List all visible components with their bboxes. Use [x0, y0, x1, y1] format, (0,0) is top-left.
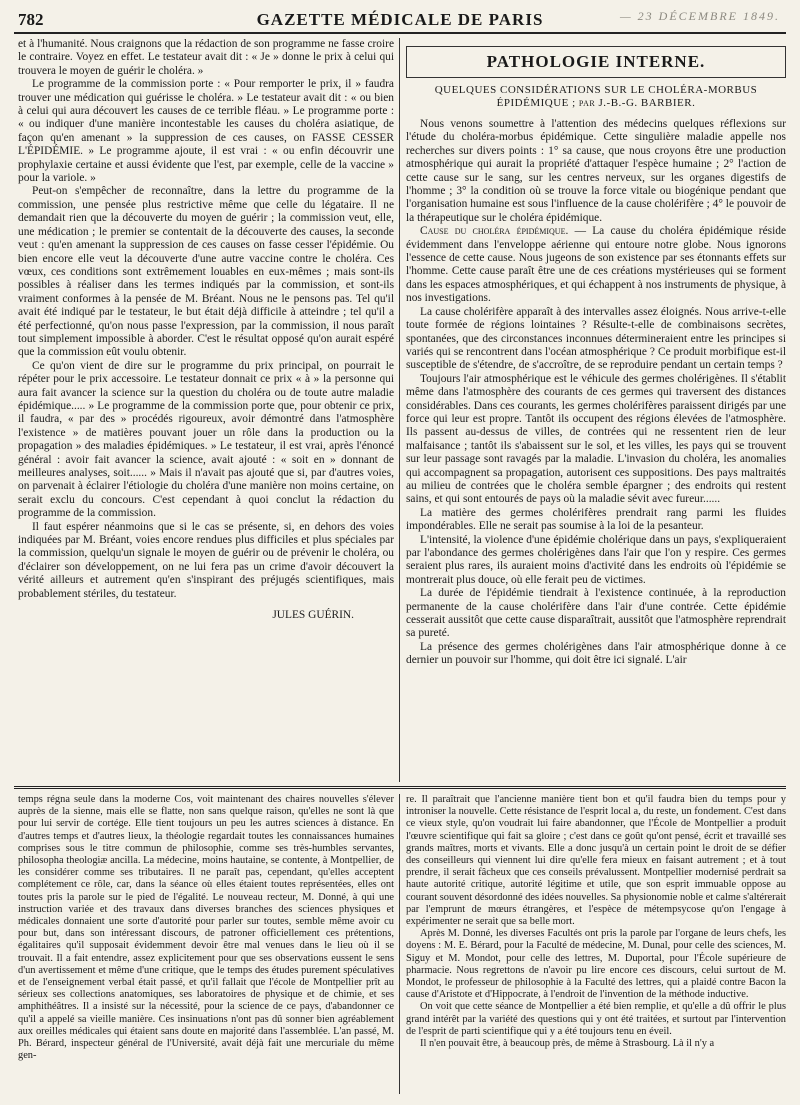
- left-paragraph-2: Le programme de la commission porte : « Pour remporter le prix, il » faudra trouver une médication qui guérisse le choléra. » Le testateur avait dit : « ou bien à celui qui aura découvert les causes de ce terrible fléau. » Le programme porte : « ou indiquer d'une manière incontestable les causes du choléra asiatique, de façon qu'en amenant » la suppression de ces causes, on FASSE CESSER L'ÉPIDÉMIE. » Le programme ajoute, il est vrai : « ou enfin découvrir une prophylaxie certaine et aussi évidente que l'est, par exemple, celle de la vaccine » pour la variole. »: [18, 78, 394, 185]
- feuilleton-right-paragraph-4: Il n'en pouvait être, à beaucoup près, de même à Strasbourg. Là il n'y a: [420, 1038, 715, 1050]
- author-signature: JULES GUÉRIN.: [272, 609, 354, 622]
- feuilleton-right-paragraph-3: On voit que cette séance de Montpellier a été bien remplie, et qu'elle a dû offrir le plus grand intérêt par la variété des questions qui y ont été traitées, et surtout par l'intervention de l'esprit de parti scientifique qui y a été toujours tenu en éveil.: [406, 1001, 786, 1037]
- right-column: [406, 38, 786, 782]
- feuilleton-column-divider: [399, 794, 400, 1094]
- article-intro: Nous venons soumettre à l'attention des médecins quelques réflexions sur l'étude du choléra-morbus épidémique. Cette singulière maladie appelle nos recherches sur divers points : 1° sa cause, que nous croyons être une production atmosphérique qui aurait la propriété d'attaquer l'espèce humaine ; 2° l'action de cette cause sur le sang, sur les centres nerveux, sur les organes digestifs de l'homme ; 3° la condition où se trouve la force vitale ou biogénique pendant que l'organisation humaine est sous l'influence de la cause cholérifère ; 4° le pouvoir de la thérapeutique sur le choléra épidémique.: [406, 118, 786, 224]
- left-paragraph-1: et à l'humanité. Nous craignons que la rédaction de son programme ne fasse croire le contraire. Voyez en effet. Le testateur avait dit : « Je » donne le prix à celui qui trouvera le moyen de guérir le choléra. »: [18, 38, 394, 77]
- header-date-faint: — 23 DÉCEMBRE 1849.: [620, 9, 780, 23]
- page-header: [14, 8, 786, 34]
- feuilleton-left-column: [18, 794, 394, 1094]
- right-paragraph-1: La cause cholérifère apparaît à des intervalles assez éloignés. Nous arrive-t-elle toute formée de régions lointaines ? Résulte-t-elle de combinaisons secrètes, spontanées, que des circonstances inconnues détermineraient entre les principes si variés qui se rencontrent dans l'océan atmosphérique ? Ce produit morbifique est-il susceptible de s'étendre, de s'accroître, de se reproduire pendant un certain temps ?: [406, 305, 786, 372]
- column-divider: [399, 38, 400, 782]
- left-column: [18, 38, 394, 782]
- left-paragraph-4: Ce qu'on vient de dire sur le programme du prix principal, on pourrait le répéter pour le prix accessoire. Le testateur donnait ce prix « à » la personne qui aura fait avancer la science sur la question du choléra ou de toute autre maladie épidémique..... » Le programme de la commission porte que, pour obtenir ce prix, il faudra, « par des » procédés rigoureux, avoir démontré dans l'atmosphère l'existence » de matières pouvant jouer un rôle dans la production ou la propagation » des maladies épidémiques. » Le testateur, il est vrai, après l'énoncé général : avoir fait avancer la science, avait ajouté : « soit en » donnant de meilleures analyses, soit...... » Mais il n'avait pas ajouté que si, par d'autres voies, on parvenait à éclairer l'étiologie du choléra d'une manière non moins certaine, on serait exclu du concours. C'est cependant à quoi conclut la rédaction du programme de la commission.: [18, 359, 394, 520]
- feuilleton-section: [14, 794, 786, 1094]
- left-paragraph-5: Il faut espérer néanmoins que si le cas se présente, si, en dehors des voies indiquées par M. Bréant, voies encore rendues plus difficiles et plus spéciales par la commission, quelqu'un signale le moyen de guérir ou de prévenir le choléra, ou d'éclairer son développement, on ne lui fera pas un crime d'avoir découvert la vérité ailleurs et autrement qu'en s'inspirant des préjugés scientifiques, mais probablement stériles, du testateur.: [18, 520, 394, 600]
- upper-section: [14, 38, 786, 782]
- article-title: QUELQUES CONSIDÉRATIONS SUR LE CHOLÉRA-MORBUS ÉPIDÉMIQUE ; par J.-B.-G. BARBIER.: [434, 84, 758, 109]
- feuilleton-left-text: temps régna seule dans la moderne Cos, voit maintenant des chaires nouvelles s'élever auprès de la sienne, mais elle se flatte, non sans quelque raison, qu'elles ne sont là que pour lui servir de cortége. Elle tient toujours un peu les autres sciences à distance. En d'autres temps et d'autres lieux, la théologie regardait toutes les connaissances humaines comprises sous le titre commun de philosophie, comme ses très-humbles servantes, philosopha theologiæ ancilla. La médecine, moins hautaine, se contente, à Montpellier, de les considérer comme ses tributaires. Il ne paraît pas, cependant, qu'elles acceptent complétement ce rôle, car, dans la séance où elles étaient toutes représentées, elles ont toutes pris la parole sur le pied de l'égalité. Le nouveau recteur, M. Donné, à qui une instruction variée et des travaux dans diverses branches des sciences physiques et médicales donnaient une sorte d'autorité pour parler sur toutes, semble même avoir cu pour but, dans son intéressant discours, de patroner officiellement ces prétentions, égalitaires qu'il supposait évidemment devoir être mal venues dans le lieu où il se trouvait. Il a fait entendre, assez explicitement pour que ses observations eussent le sens d'un avertissement et même d'une critique, que le temps des études purement spéculatives et de l'enseignement verbal était passé, et qu'il fallait que l'école de Montpellier prît au sérieux ses collections anatomiques, ses laboratoires de physique et de chimie, et ses amphithéâtres. Il a insisté sur la nécessité, pour la science de ce pays, d'abandonner ce qu'il a appelé sa vieille manière. Ces insinuations n'ont pas dû sonner bien agréablement aux oreilles médicales qui étaient sans doute en majorité dans l'assemblée. L'an passé, M. Ph. Bérard, inspecteur général de l'Université, avait déjà fait une mercuriale du même gen-: [18, 794, 394, 1062]
- right-paragraph-5: La durée de l'épidémie tiendrait à l'existence continuée, à la reproduction permanente de la cause cholérifère dans l'air d'une contrée. Cette épidémie cesserait aussitôt que cette cause disparaîtrait, aussitôt que l'atmosphère reprendrait sa pureté.: [406, 587, 786, 640]
- feuilleton-right-paragraph-1: re. Il paraîtrait que l'ancienne manière tient bon et qu'il faudra bien du temps pour y introniser la nouvelle. Cette résistance de l'esprit local a, du reste, un fondement. C'est dans ce vieux style, qu'on voudrait lui faire abandonner, que l'École de Montpellier a produit l'œuvre scientifique qui fait sa gloire ; c'est dans ce goût qu'ont pensé, écrit et travaillé ses grands maîtres, morts et vivants. Elle a donc jusqu'à un certain point le droit de se défier des conseilleurs qui viennent lui dire qu'elle fera mieux en faisant autrement ; et à tout prendre, il serait fâcheux que ces conseils prévalussent. Montpellier modernisé perdrait sa haute autorité critique, autorité légitime et utile, que son esprit immuable oppose au courant souvent désordonné des idées nouvelles. Sa physionomie noble et calme s'altérerait par l'emprunt de mœurs étrangères, et l'espèce de métempsycose qu'on l'engage à expérimenter ne serait que sa belle mort.: [406, 794, 786, 928]
- section-heading: PATHOLOGIE INTERNE.: [406, 46, 786, 78]
- page-number: 782: [18, 10, 44, 29]
- right-paragraph-3: La matière des germes cholérifères prendrait rang parmi les fluides impondérables. Elle ne serait pas soumise à la loi de la pesanteur.: [406, 506, 786, 533]
- cause-subheading: Cause du choléra épidémique.: [420, 225, 569, 238]
- feuilleton-divider: [14, 786, 786, 793]
- cause-paragraph: [406, 225, 786, 305]
- right-paragraph-2: Toujours l'air atmosphérique est le véhicule des germes cholérigènes. Il s'établit même dans l'atmosphère des courants de ces germes qui traversent des distances considérables. Dans ces courants, les germes cholérifères paraissent dirigés par une force qui leur est propre. Tantôt ils occupent des régions élevées de l'atmosphère. Ils passent au-dessus de villes, de contrées qui ne ressentent rien de leur malfaisance ; tantôt ils s'abaissent sur le sol, et les villes, les pays qui se trouvent sur leur passage sont ravagés par la maladie. L'invasion du choléra, les anomalies qui accompagnent sa propagation, autorisent ces suppositions. Des pays maltraités au milieu de contrées que le choléra semble épargner ; des endroits qui restent sains, et qui sont entourés de pays où la maladie sévit avec fureur......: [406, 372, 786, 506]
- left-paragraph-3: Peut-on s'empêcher de reconnaître, dans la lettre du programme de la commission, une pensée plus restrictive même que celle du légataire. Il ne demandait rien que la découverte du moyen de guérir ; la commission veut, elle, une médication ; le premier se contentait de la découverte des causes, la seconde veut : qu'en amenant la suppression de ces causes on fasse cesser l'épidémie. Ou bien encore elle veut la découverte d'une autre vaccine contre le choléra. Ces vœux, ces conditions sont extrêmement louables en eux-mêmes ; mais sont-ils possibles à réaliser dans les termes indiqués par la commission, et sont-ils vraiment conformes à la pensée de M. Bréant. Nous ne le pensons pas. Tel qu'il avait été indiqué par le testateur, le but était déjà difficile à atteindre ; tel qu'il a été perfectionné, qu'on nous passe l'expression, par la commission, il nous paraît tout simplement impossible à aborder. C'est le résultat opposé qu'on aurait espéré que la commission eût voulu obtenir.: [18, 185, 394, 359]
- right-paragraph-4: L'intensité, la violence d'une épidémie cholérique dans un pays, s'expliqueraient par l'abondance des germes cholérigènes dans l'air que l'on y respire. Ces germes seraient plus rares, ils auraient moins d'activité dans les endroits où l'épidémie se montrerait plus douce, où elle ferait peu de victimes.: [406, 533, 786, 586]
- journal-title: GAZETTE MÉDICALE DE PARIS: [256, 10, 544, 29]
- feuilleton-right-paragraph-2: Après M. Donné, les diverses Facultés ont pris la parole par l'organe de leurs chefs, les doyens : M. E. Bérard, pour la Faculté de médecine, M. Dunal, pour celle des sciences, M. Siguy et M. Mondot, pour celle des lettres, M. Duportal, pour l'École supérieure de pharmacie. Nous regrettons de n'avoir pu lire encore ces discours, celui surtout de M. Mondot, le professeur de philosophie à la Faculté des lettres, qui a plaidé contre Bacon la cause d'Aristote et d'Hippocrate, à l'endroit de l'invention de la méthode inductive.: [406, 928, 786, 1001]
- right-paragraph-6: La présence des germes cholérigènes dans l'air atmosphérique donne à ce dernier un pouvoir sur l'homme, qui doit être ici signalé. L'air: [406, 640, 786, 667]
- feuilleton-right-column: [406, 794, 786, 1094]
- cause-text: — La cause du choléra épidémique réside évidemment dans l'enveloppe aérienne qui entoure notre globe. Nous ignorons l'essence de cette cause. Nous jugeons de son existence par ses étonnants effets sur l'homme. Cette cause paraît être une de ces créations mystérieuses qui se forment dans les espaces atmosphériques, et qui échappent à nos instruments de physique, à nos investigations.: [406, 225, 786, 305]
